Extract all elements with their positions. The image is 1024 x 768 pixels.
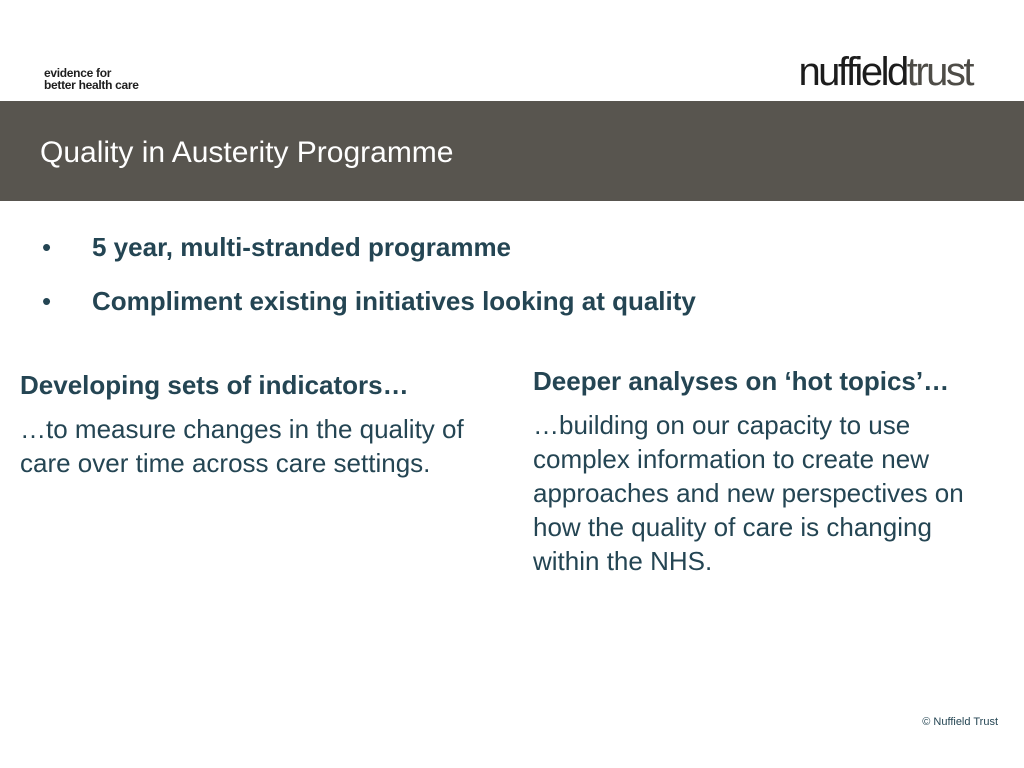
bullet-text: Compliment existing initiatives looking at quality [92,286,696,316]
tagline-line-1: evidence for [44,66,112,80]
bullet-item [40,230,696,284]
column-heading: Deeper analyses on ‘hot topics’… [533,366,950,396]
title-bar [0,101,1024,201]
logo-word-nuffield: nuffield [798,50,907,94]
slide-title: Quality in Austerity Programme [40,136,454,169]
brand-tagline [44,67,139,91]
nuffield-trust-logo [798,50,972,94]
column-indicators [20,368,490,480]
tagline-line-2: better health care [44,78,139,92]
column-heading: Developing sets of indicators… [20,370,409,400]
column-body: …building on our capacity to use complex information to create new approaches and new perspectives on how the quality of care is changing within the NHS. [533,410,964,576]
bullet-icon: • [42,232,52,262]
logo-word-trust: trust [906,50,972,94]
bullet-item [40,284,696,338]
column-body: …to measure changes in the quality of care over time across care settings. [20,414,464,478]
bullet-text: 5 year, multi-stranded programme [92,232,512,262]
copyright-footer: © Nuffield Trust [922,716,998,728]
column-hot-topics [533,364,1003,578]
bullet-icon: • [42,286,52,316]
bullet-list [40,230,696,338]
